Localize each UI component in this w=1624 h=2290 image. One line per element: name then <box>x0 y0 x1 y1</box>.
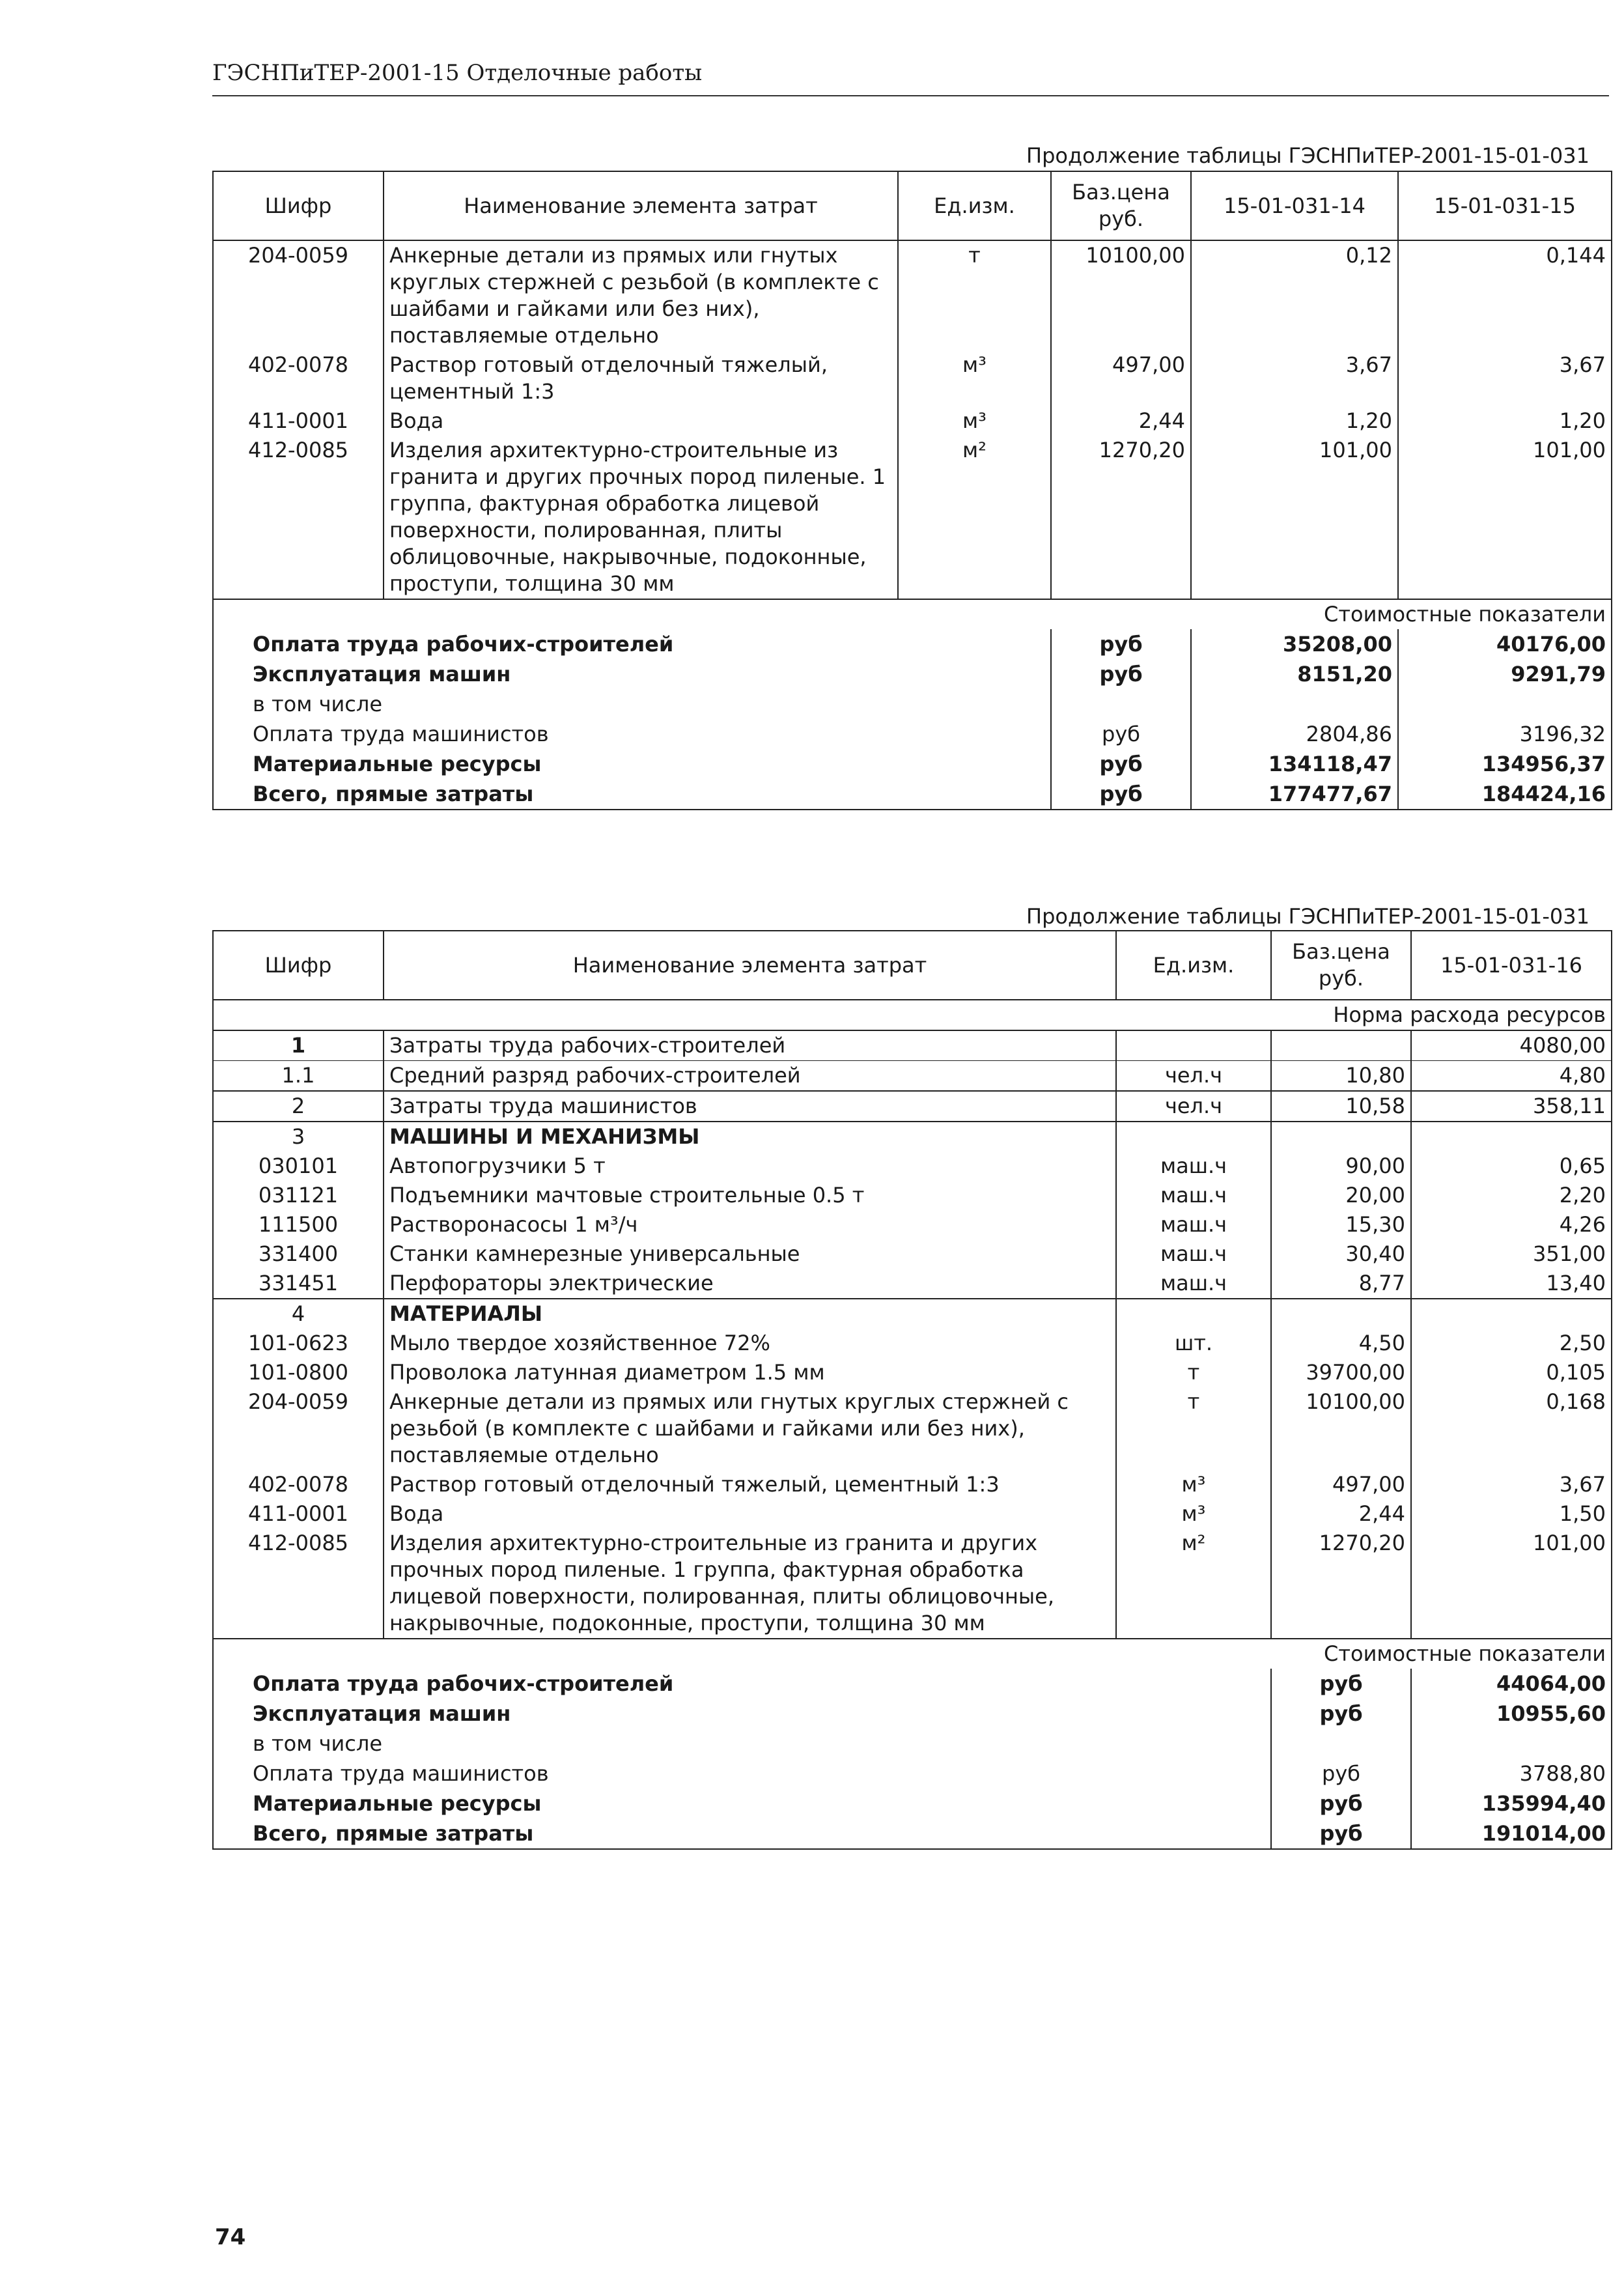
row-price: 1270,20 <box>1051 436 1191 599</box>
summary-value-2: 184424,16 <box>1398 779 1612 810</box>
summary-value-2: 40176,00 <box>1398 629 1612 659</box>
table-row <box>213 406 1612 436</box>
row-unit: м² <box>898 436 1051 599</box>
row-value-1: 1,50 <box>1411 1499 1612 1529</box>
running-header: ГЭСНПиТЕР-2001-15 Отделочные работы <box>212 60 703 86</box>
row-price: 4,50 <box>1271 1329 1411 1358</box>
summary-label: Материальные ресурсы <box>213 749 1051 779</box>
table1-caption: Продолжение таблицы ГЭСНПиТЕР-2001-15-01-031 <box>1026 143 1589 168</box>
row-name: МАТЕРИАЛЫ <box>384 1299 1116 1329</box>
row-price <box>1271 1299 1411 1329</box>
summary-value-1: 134118,47 <box>1191 749 1398 779</box>
table-row <box>213 1470 1612 1499</box>
summary-unit: руб <box>1271 1699 1411 1729</box>
row-code: 4 <box>213 1299 384 1329</box>
row-price: 15,30 <box>1271 1210 1411 1239</box>
row-value-1: 3,67 <box>1191 350 1398 406</box>
row-value-1: 1,20 <box>1191 406 1398 436</box>
summary-value-1 <box>1411 1729 1612 1759</box>
row-unit: м³ <box>1116 1499 1271 1529</box>
summary-row <box>213 629 1612 659</box>
summary-unit: руб <box>1051 659 1191 689</box>
row-price: 497,00 <box>1271 1470 1411 1499</box>
row-unit <box>1116 1030 1271 1061</box>
row-code: 111500 <box>213 1210 384 1239</box>
row-code: 1 <box>213 1030 384 1061</box>
row-price: 30,40 <box>1271 1239 1411 1269</box>
row-value-1: 101,00 <box>1191 436 1398 599</box>
row-value-1: 4,80 <box>1411 1061 1612 1092</box>
summary-row <box>213 1699 1612 1729</box>
row-value-1: 0,168 <box>1411 1387 1612 1470</box>
table-row <box>213 1122 1612 1152</box>
row-code: 412-0085 <box>213 1529 384 1639</box>
row-unit: м³ <box>898 406 1051 436</box>
t2-header-v1: 15-01-031-16 <box>1411 931 1612 1000</box>
summary-value-1: 191014,00 <box>1411 1818 1612 1849</box>
row-unit: м³ <box>1116 1470 1271 1499</box>
row-unit: чел.ч <box>1116 1091 1271 1122</box>
row-code: 204-0059 <box>213 1387 384 1470</box>
row-unit <box>1116 1299 1271 1329</box>
row-code: 411-0001 <box>213 1499 384 1529</box>
row-code: 1.1 <box>213 1061 384 1092</box>
row-value-1: 351,00 <box>1411 1239 1612 1269</box>
row-name: Затраты труда машинистов <box>384 1091 1116 1122</box>
row-price: 10100,00 <box>1271 1387 1411 1470</box>
row-code: 2 <box>213 1091 384 1122</box>
row-code: 331451 <box>213 1269 384 1299</box>
row-name: Мыло твердое хозяйственное 72% <box>384 1329 1116 1358</box>
row-name: Раствор готовый отделочный тяжелый, цементный 1:3 <box>384 350 898 406</box>
table-row <box>213 1152 1612 1181</box>
summary-unit <box>1271 1729 1411 1759</box>
row-price: 497,00 <box>1051 350 1191 406</box>
summary-row <box>213 1759 1612 1788</box>
table-row <box>213 1329 1612 1358</box>
row-price <box>1271 1122 1411 1152</box>
summary-value-1: 10955,60 <box>1411 1699 1612 1729</box>
row-name: Затраты труда рабочих-строителей <box>384 1030 1116 1061</box>
row-name: Раствор готовый отделочный тяжелый, цементный 1:3 <box>384 1470 1116 1499</box>
summary-label: Всего, прямые затраты <box>213 1818 1271 1849</box>
summary-row <box>213 779 1612 810</box>
t1-header-v2: 15-01-031-15 <box>1398 171 1612 240</box>
row-price: 10,80 <box>1271 1061 1411 1092</box>
table-row <box>213 1181 1612 1210</box>
row-unit: маш.ч <box>1116 1152 1271 1181</box>
summary-label: в том числе <box>213 689 1051 719</box>
summary-value-1: 2804,86 <box>1191 719 1398 749</box>
summary-value-1: 177477,67 <box>1191 779 1398 810</box>
summary-row <box>213 719 1612 749</box>
summary-unit: руб <box>1051 629 1191 659</box>
row-code: 031121 <box>213 1181 384 1210</box>
row-unit: чел.ч <box>1116 1061 1271 1092</box>
summary-label: Эксплуатация машин <box>213 1699 1271 1729</box>
table2 <box>212 930 1612 1850</box>
t1-header-price: Баз.цена руб. <box>1051 171 1191 240</box>
page-number: 74 <box>215 2224 246 2250</box>
row-value-2: 0,144 <box>1398 240 1612 350</box>
row-code: 101-0800 <box>213 1358 384 1387</box>
row-name: Изделия архитектурно-строительные из гранита и других прочных пород пиленые. 1 группа, фактурная обработка лицевой поверхности, полированная, плиты облицовочные, накрывочные, подоконные, проступи, толщина 30 мм <box>384 1529 1116 1639</box>
summary-unit: руб <box>1271 1669 1411 1699</box>
t1-header-unit: Ед.изм. <box>898 171 1051 240</box>
row-name: Растворонасосы 1 м³/ч <box>384 1210 1116 1239</box>
row-name: Перфораторы электрические <box>384 1269 1116 1299</box>
row-value-2: 1,20 <box>1398 406 1612 436</box>
row-name: Станки камнерезные универсальные <box>384 1239 1116 1269</box>
table-row <box>213 350 1612 406</box>
row-value-1: 4,26 <box>1411 1210 1612 1239</box>
table-row <box>213 240 1612 350</box>
t2-section-label: Стоимостные показатели <box>213 1639 1612 1669</box>
row-value-1: 2,20 <box>1411 1181 1612 1210</box>
t1-header-name: Наименование элемента затрат <box>384 171 898 240</box>
table-row <box>213 1269 1612 1299</box>
row-value-1: 0,12 <box>1191 240 1398 350</box>
row-price: 39700,00 <box>1271 1358 1411 1387</box>
t2-norm-label: Норма расхода ресурсов <box>213 1000 1612 1030</box>
summary-value-2: 3196,32 <box>1398 719 1612 749</box>
table-row <box>213 1499 1612 1529</box>
summary-row <box>213 1818 1612 1849</box>
row-code: 331400 <box>213 1239 384 1269</box>
row-code: 204-0059 <box>213 240 384 350</box>
row-price: 10100,00 <box>1051 240 1191 350</box>
summary-value-2: 9291,79 <box>1398 659 1612 689</box>
row-value-1: 358,11 <box>1411 1091 1612 1122</box>
summary-row <box>213 689 1612 719</box>
summary-value-1: 44064,00 <box>1411 1669 1612 1699</box>
table-row <box>213 1529 1612 1639</box>
summary-value-2 <box>1398 689 1612 719</box>
row-name: Подъемники мачтовые строительные 0.5 т <box>384 1181 1116 1210</box>
row-name: Изделия архитектурно-строительные из гранита и других прочных пород пиленые. 1 группа, фактурная обработка лицевой поверхности, полированная, плиты облицовочные, накрывочные, подоконные, проступи, толщина 30 мм <box>384 436 898 599</box>
row-name: Автопогрузчики 5 т <box>384 1152 1116 1181</box>
summary-unit: руб <box>1051 749 1191 779</box>
row-code: 411-0001 <box>213 406 384 436</box>
row-unit: м³ <box>898 350 1051 406</box>
row-value-1: 13,40 <box>1411 1269 1612 1299</box>
summary-label: Оплата труда машинистов <box>213 1759 1271 1788</box>
summary-row <box>213 1669 1612 1699</box>
table-row <box>213 1299 1612 1329</box>
table-row <box>213 1210 1612 1239</box>
t2-header-price: Баз.цена руб. <box>1271 931 1411 1000</box>
summary-unit: руб <box>1051 779 1191 810</box>
summary-value-1: 3788,80 <box>1411 1759 1612 1788</box>
row-code: 402-0078 <box>213 1470 384 1499</box>
row-value-1: 101,00 <box>1411 1529 1612 1639</box>
summary-unit <box>1051 689 1191 719</box>
row-name: Анкерные детали из прямых или гнутых круглых стержней с резьбой (в комплекте с шайбами и гайками или без них), поставляемые отдельно <box>384 240 898 350</box>
table-row <box>213 1358 1612 1387</box>
row-price: 2,44 <box>1051 406 1191 436</box>
row-name: МАШИНЫ И МЕХАНИЗМЫ <box>384 1122 1116 1152</box>
summary-value-1: 8151,20 <box>1191 659 1398 689</box>
row-value-1 <box>1411 1122 1612 1152</box>
row-value-1: 3,67 <box>1411 1470 1612 1499</box>
row-value-2: 101,00 <box>1398 436 1612 599</box>
row-value-1: 4080,00 <box>1411 1030 1612 1061</box>
summary-value-2: 134956,37 <box>1398 749 1612 779</box>
summary-label: Оплата труда машинистов <box>213 719 1051 749</box>
summary-unit: руб <box>1271 1818 1411 1849</box>
table-row <box>213 1030 1612 1061</box>
summary-unit: руб <box>1271 1788 1411 1818</box>
row-unit: маш.ч <box>1116 1181 1271 1210</box>
t1-header-code: Шифр <box>213 171 384 240</box>
row-unit: маш.ч <box>1116 1210 1271 1239</box>
row-name: Средний разряд рабочих-строителей <box>384 1061 1116 1092</box>
summary-value-1: 135994,40 <box>1411 1788 1612 1818</box>
row-price: 2,44 <box>1271 1499 1411 1529</box>
row-price <box>1271 1030 1411 1061</box>
table-row <box>213 1091 1612 1122</box>
row-unit: т <box>898 240 1051 350</box>
t2-header-unit: Ед.изм. <box>1116 931 1271 1000</box>
t2-header-code: Шифр <box>213 931 384 1000</box>
row-unit <box>1116 1122 1271 1152</box>
summary-row <box>213 749 1612 779</box>
row-code: 030101 <box>213 1152 384 1181</box>
row-value-1 <box>1411 1299 1612 1329</box>
summary-row <box>213 659 1612 689</box>
row-code: 402-0078 <box>213 350 384 406</box>
row-unit: маш.ч <box>1116 1239 1271 1269</box>
table2-caption: Продолжение таблицы ГЭСНПиТЕР-2001-15-01-031 <box>1026 904 1589 929</box>
row-name: Вода <box>384 406 898 436</box>
summary-label: Оплата труда рабочих-строителей <box>213 629 1051 659</box>
row-price: 10,58 <box>1271 1091 1411 1122</box>
row-name: Проволока латунная диаметром 1.5 мм <box>384 1358 1116 1387</box>
row-code: 101-0623 <box>213 1329 384 1358</box>
table-row <box>213 436 1612 599</box>
summary-value-1 <box>1191 689 1398 719</box>
t1-header-v1: 15-01-031-14 <box>1191 171 1398 240</box>
table-row <box>213 1061 1612 1092</box>
summary-label: Оплата труда рабочих-строителей <box>213 1669 1271 1699</box>
table-row <box>213 1387 1612 1470</box>
summary-unit: руб <box>1271 1759 1411 1788</box>
row-value-2: 3,67 <box>1398 350 1612 406</box>
summary-row <box>213 1729 1612 1759</box>
summary-value-1: 35208,00 <box>1191 629 1398 659</box>
row-value-1: 0,105 <box>1411 1358 1612 1387</box>
row-unit: шт. <box>1116 1329 1271 1358</box>
row-unit: т <box>1116 1358 1271 1387</box>
row-name: Анкерные детали из прямых или гнутых круглых стержней с резьбой (в комплекте с шайбами и гайками или без них), поставляемые отдельно <box>384 1387 1116 1470</box>
row-unit: м² <box>1116 1529 1271 1639</box>
row-price: 1270,20 <box>1271 1529 1411 1639</box>
row-unit: т <box>1116 1387 1271 1470</box>
summary-label: Эксплуатация машин <box>213 659 1051 689</box>
row-name: Вода <box>384 1499 1116 1529</box>
row-price: 20,00 <box>1271 1181 1411 1210</box>
summary-unit: руб <box>1051 719 1191 749</box>
t1-section-label: Стоимостные показатели <box>213 599 1612 629</box>
row-value-1: 0,65 <box>1411 1152 1612 1181</box>
summary-label: Материальные ресурсы <box>213 1788 1271 1818</box>
row-value-1: 2,50 <box>1411 1329 1612 1358</box>
table-row <box>213 1239 1612 1269</box>
summary-row <box>213 1788 1612 1818</box>
row-price: 90,00 <box>1271 1152 1411 1181</box>
header-rule <box>212 95 1609 96</box>
row-unit: маш.ч <box>1116 1269 1271 1299</box>
table1 <box>212 171 1612 810</box>
t2-header-name: Наименование элемента затрат <box>384 931 1116 1000</box>
summary-label: Всего, прямые затраты <box>213 779 1051 810</box>
row-code: 3 <box>213 1122 384 1152</box>
row-price: 8,77 <box>1271 1269 1411 1299</box>
row-code: 412-0085 <box>213 436 384 599</box>
summary-label: в том числе <box>213 1729 1271 1759</box>
